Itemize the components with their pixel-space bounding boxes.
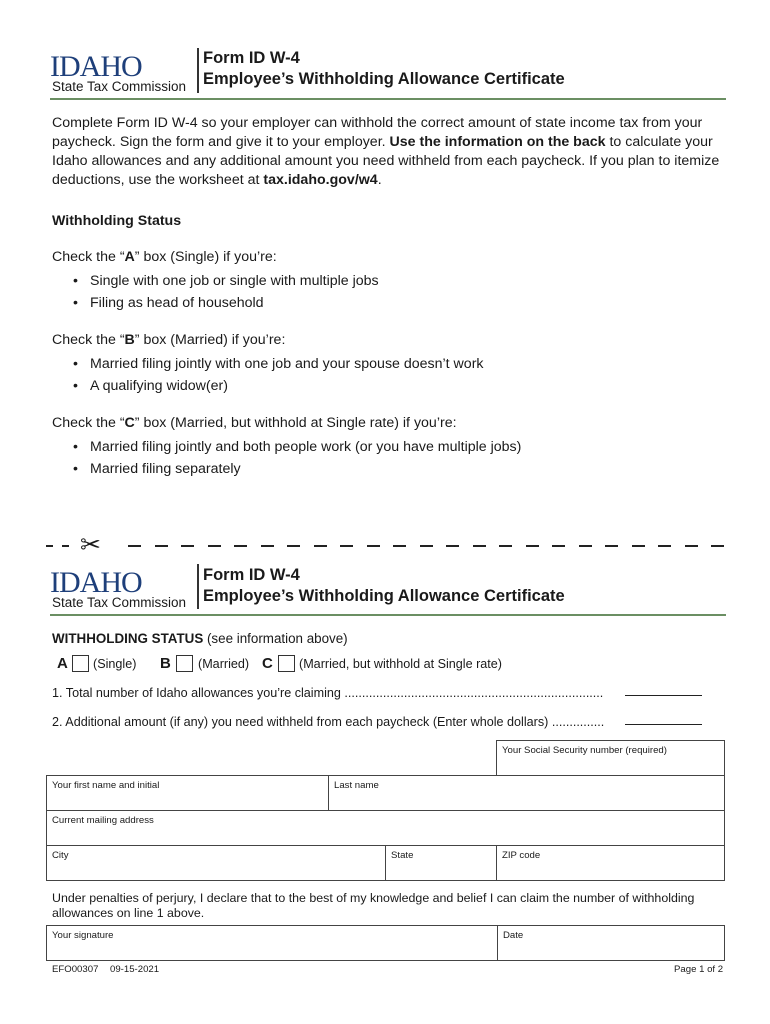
cut-line-dash: [420, 545, 433, 547]
line-2-additional-amount: 2. Additional amount (if any) you need withheld from each paycheck (Enter whole dollars) ...............: [52, 715, 605, 729]
date-label: Date: [503, 930, 524, 941]
last-name-field[interactable]: [328, 775, 725, 811]
cut-line-dash: [128, 545, 141, 547]
list-item: • Filing as head of household: [73, 295, 264, 311]
option-a-letter: A: [57, 655, 68, 672]
cut-line-dash: [234, 545, 247, 547]
option-c-letter: C: [262, 655, 273, 672]
list-item: • Married filing jointly with one job and your spouse doesn’t work: [73, 356, 484, 372]
form-code: EFO00307: [52, 964, 99, 975]
cut-line-dash: [340, 545, 353, 547]
cut-line-dash: [579, 545, 592, 547]
header-divider: [197, 48, 199, 93]
option-b-checkbox[interactable]: [176, 655, 193, 672]
list-item: • Single with one job or single with multiple jobs: [73, 273, 379, 289]
form-withholding-status-title: WITHHOLDING STATUS (see information above): [52, 631, 348, 646]
zip-label: ZIP code: [502, 850, 541, 861]
cut-line-dash: [287, 545, 300, 547]
page-number: Page 1 of 2: [674, 964, 724, 975]
withholding-status-heading: Withholding Status: [52, 213, 182, 229]
intro-bold: Use the information on the back: [389, 134, 606, 150]
mailing-address-label: Current mailing address: [52, 815, 154, 826]
line-1-answer-field[interactable]: [625, 695, 702, 696]
line-2-answer-field[interactable]: [625, 724, 702, 725]
cut-line-dash: [499, 545, 512, 547]
line-1-allowances: 1. Total number of Idaho allowances you’re claiming ..........................................................................: [52, 686, 604, 700]
idaho-logo: [50, 568, 200, 620]
intro-paragraph: Complete Form ID W-4 so your employer can withhold the correct amount of state income tax from your paycheck. Sign the form and give it to your employer. Use the information on the back to calculate your Idaho allowances and any additional amount you need withheld from each paycheck. If you plan to itemize deductions, use the worksheet at tax.idaho.gov/w4.: [52, 115, 720, 188]
cut-line-dash: [658, 545, 671, 547]
list-item: • A qualifying widow(er): [73, 378, 228, 394]
cut-line-dash: [552, 545, 565, 547]
option-b-letter: B: [160, 655, 171, 672]
signature-field[interactable]: [46, 925, 498, 961]
scissors-icon: ✂: [80, 531, 101, 559]
form-name-title: Employee’s Withholding Allowance Certificate: [203, 70, 565, 88]
form-id-title: Form ID W-4: [203, 49, 300, 67]
first-name-label: Your first name and initial: [52, 780, 160, 791]
cut-line-dash: [62, 545, 69, 547]
cut-line-dash: [473, 545, 486, 547]
cut-line-dash: [181, 545, 194, 547]
cut-line-dash: [393, 545, 406, 547]
idaho-logo: [50, 52, 200, 104]
cut-line-dash: [526, 545, 539, 547]
option-a-label: (Single): [93, 657, 137, 671]
cut-line-dash: [155, 545, 168, 547]
state-field[interactable]: [385, 845, 497, 881]
form-id-title: Form ID W-4: [203, 566, 300, 584]
cut-line-dash: [685, 545, 698, 547]
logo-tax-commission-text: State Tax Commission: [52, 79, 187, 94]
check-b-line: Check the “B” box (Married) if you’re:: [52, 332, 286, 348]
check-a-line: Check the “A” box (Single) if you’re:: [52, 249, 277, 265]
option-a-checkbox[interactable]: [72, 655, 89, 672]
cut-line-dash: [208, 545, 221, 547]
list-item: • Married filing jointly and both people work (or you have multiple jobs): [73, 439, 521, 455]
city-label: City: [52, 850, 69, 861]
signature-label: Your signature: [52, 930, 114, 941]
logo-tax-commission-text: State Tax Commission: [52, 595, 187, 610]
state-label: State: [391, 850, 414, 861]
cut-line-dash: [46, 545, 53, 547]
zip-field[interactable]: [496, 845, 725, 881]
list-item: • Married filing separately: [73, 461, 241, 477]
option-b-label: (Married): [198, 657, 250, 671]
worksheet-link[interactable]: tax.idaho.gov/w4: [263, 172, 378, 188]
logo-idaho-text: IDAHO: [50, 50, 142, 83]
cut-line-dash: [711, 545, 724, 547]
last-name-label: Last name: [334, 780, 379, 791]
header-rule: [50, 98, 726, 100]
header-rule: [50, 614, 726, 616]
cut-line-dash: [605, 545, 618, 547]
city-field[interactable]: [46, 845, 386, 881]
check-c-line: Check the “C” box (Married, but withhold at Single rate) if you’re:: [52, 415, 457, 431]
mailing-address-field[interactable]: [46, 810, 725, 846]
perjury-statement: Under penalties of perjury, I declare that to the best of my knowledge and belief I can claim the number of withholding allowances on line 1 above.: [52, 891, 695, 920]
form-name-title: Employee’s Withholding Allowance Certificate: [203, 587, 565, 605]
cut-line-dash: [632, 545, 645, 547]
revision-date: 09-15-2021: [110, 964, 160, 975]
date-field[interactable]: [497, 925, 725, 961]
cut-line-dash: [314, 545, 327, 547]
logo-idaho-text: IDAHO: [50, 566, 142, 599]
header-divider: [197, 564, 199, 609]
first-name-field[interactable]: [46, 775, 329, 811]
ssn-label: Your Social Security number (required): [502, 745, 667, 756]
option-c-label: (Married, but withhold at Single rate): [299, 657, 502, 671]
ssn-field[interactable]: [496, 740, 725, 776]
cut-line-dash: [367, 545, 380, 547]
cut-line-dash: [261, 545, 274, 547]
cut-line-dash: [446, 545, 459, 547]
option-c-checkbox[interactable]: [278, 655, 295, 672]
